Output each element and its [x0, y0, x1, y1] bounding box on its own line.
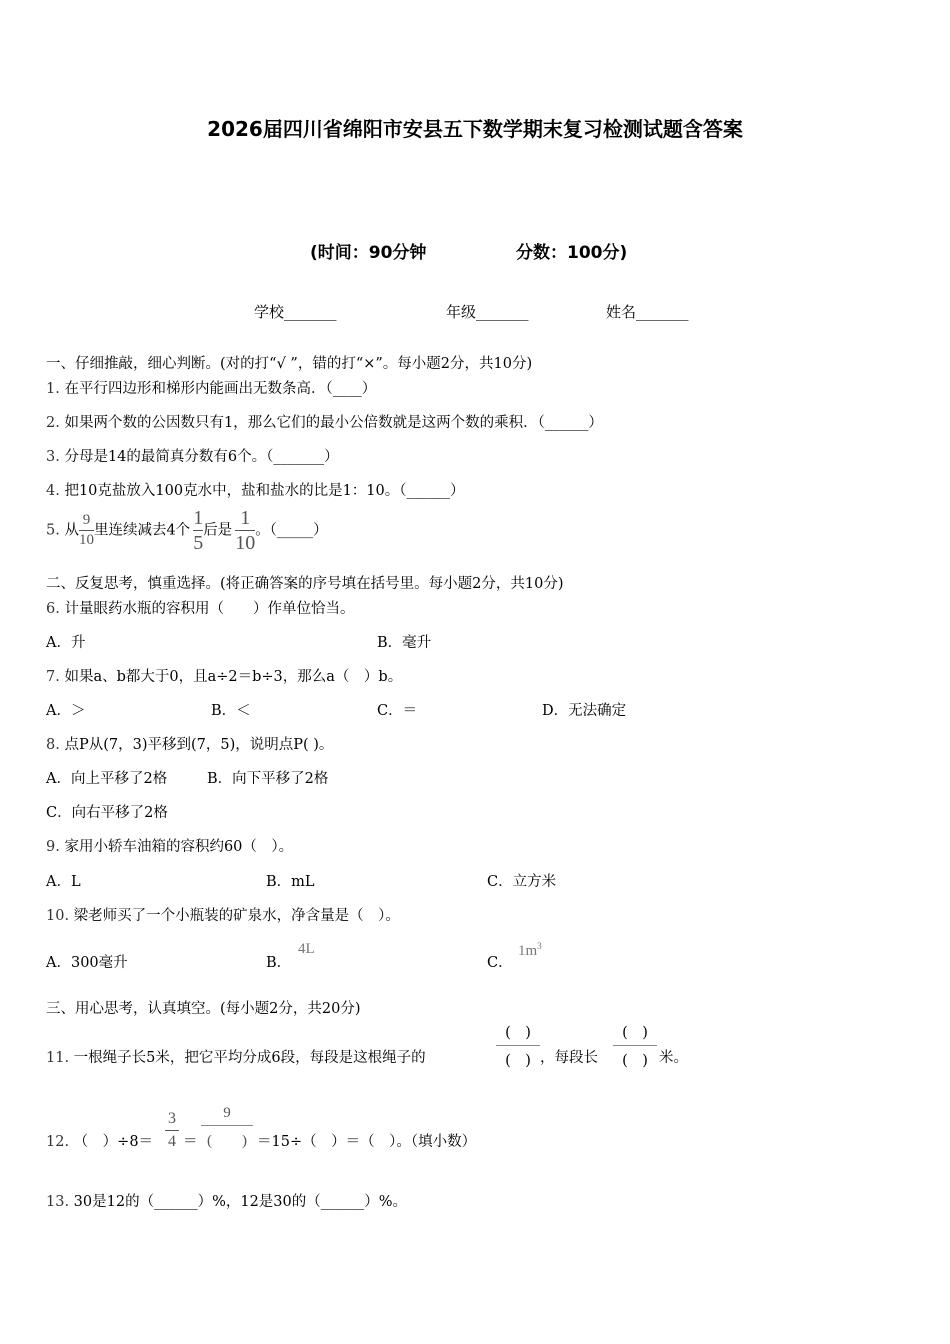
fraction-1-10: [235, 508, 255, 553]
denominator: 10: [78, 532, 94, 548]
q7-option-c[interactable]: C．＝: [377, 703, 418, 719]
question-8: [46, 733, 333, 754]
denominator: 5: [193, 532, 204, 554]
question-number: 13.: [46, 1194, 70, 1210]
fraction-9-10: [79, 513, 94, 548]
q9-option-c[interactable]: C．立方米: [487, 874, 557, 890]
section-3-heading: 三、用心思考，认真填空。(每小题2分，共20分): [46, 1001, 361, 1017]
q8-option-a[interactable]: A．向上平移了2格: [46, 771, 168, 787]
q10-option-b[interactable]: B．: [266, 955, 292, 971]
question-number: 5.: [46, 522, 60, 539]
question-text: 如果a、b都大于0，且a÷2＝b÷3，那么a（ ）b。: [64, 669, 403, 685]
question-number: 12.: [46, 1134, 70, 1150]
question-text: 分母是14的最简真分数有6个。（_______）: [64, 449, 339, 465]
question-2: [46, 411, 603, 432]
q11-blank-fraction-2[interactable]: [613, 1021, 657, 1070]
q10-option-a[interactable]: A．300毫升: [46, 955, 128, 971]
q7-option-b[interactable]: B．＜: [211, 703, 251, 719]
question-number: 7.: [46, 669, 60, 685]
question-number: 9.: [46, 839, 60, 855]
q11-blank-fraction-1[interactable]: [496, 1021, 540, 1070]
question-text: 计量眼药水瓶的容积用（ ）作单位恰当。: [64, 601, 355, 617]
section-2-heading: 二、反复思考，慎重选择。(将正确答案的序号填在括号里。每小题2分，共10分): [46, 576, 564, 592]
question-text-pre: 从: [64, 522, 79, 539]
question-text: 家用小轿车油箱的容积约60（ ）。: [64, 839, 294, 855]
document-title: 2026届四川省绵阳市安县五下数学期末复习检测试题含答案: [207, 117, 743, 141]
q6-option-b[interactable]: B．毫升: [377, 635, 432, 651]
blank-numerator[interactable]: ( ): [505, 1025, 531, 1041]
question-5: [46, 508, 328, 553]
question-4: [46, 479, 465, 500]
q8-option-b[interactable]: B．向下平移了2格: [207, 771, 329, 787]
question-9: [46, 835, 293, 856]
question-3: [46, 445, 339, 466]
denominator: 10: [235, 532, 256, 554]
question-number: 6.: [46, 601, 60, 617]
question-text: 把10克盐放入100克水中，盐和盐水的比是1：10。（______）: [64, 483, 465, 499]
question-number: 4.: [46, 483, 60, 499]
question-text-pre: （ ）÷8＝: [73, 1134, 154, 1150]
question-12: [46, 1130, 153, 1151]
q10-option-c[interactable]: C．: [487, 955, 513, 971]
q12-blank-fraction[interactable]: [201, 1105, 253, 1150]
q6-option-a[interactable]: A．升: [46, 635, 86, 651]
blank-denominator[interactable]: ( ): [207, 1133, 247, 1149]
question-text: 一根绳子长5米，把它平均分成6段，每段是这根绳子的: [73, 1050, 426, 1066]
question-7: [46, 665, 402, 686]
question-number: 1.: [46, 381, 60, 397]
question-13: [46, 1190, 407, 1211]
exam-score: 分数：100分): [516, 243, 628, 263]
q9-option-a[interactable]: A．L: [46, 874, 81, 890]
question-number: 2.: [46, 415, 60, 431]
q11-text-end: 米。: [659, 1050, 688, 1066]
unit-text: 1m: [518, 943, 538, 959]
question-number: 10.: [46, 908, 70, 924]
q7-option-d[interactable]: D．无法确定: [542, 703, 627, 719]
q8-option-c[interactable]: C．向右平移了2格: [46, 805, 168, 821]
section-1-heading: 一、仔细推敲，细心判断。(对的打“√ ”，错的打“×”。每小题2分，共10分): [46, 356, 533, 372]
q10-option-b-value: 4L: [298, 941, 315, 957]
question-text: 如果两个数的公因数只有1，那么它们的最小公倍数就是这两个数的乘积．（______）: [64, 415, 603, 431]
question-text-end: 。（_____）: [255, 522, 328, 539]
q12-equals: ＝: [183, 1134, 198, 1150]
numerator: 9: [82, 512, 91, 528]
name-field[interactable]: 姓名_______: [606, 303, 689, 321]
blank-denominator[interactable]: ( ): [622, 1053, 648, 1069]
school-field[interactable]: 学校_______: [254, 303, 337, 321]
blank-denominator[interactable]: ( ): [505, 1053, 531, 1069]
grade-field[interactable]: 年级_______: [446, 303, 529, 321]
unit-exponent: 3: [537, 941, 542, 951]
numerator: 1: [240, 507, 251, 529]
blank-numerator[interactable]: ( ): [622, 1025, 648, 1041]
question-10: [46, 904, 400, 925]
fraction-3-4: [165, 1110, 179, 1151]
q9-option-b[interactable]: B．mL: [266, 874, 315, 890]
question-text-mid: 里连续减去4个: [93, 522, 191, 539]
numerator: 3: [168, 1110, 176, 1127]
question-text-post: 后是: [203, 522, 233, 539]
q10-option-c-value: [518, 941, 542, 960]
question-11: [46, 1046, 426, 1067]
denominator: 4: [168, 1133, 176, 1150]
question-text: 在平行四边形和梯形内能画出无数条高．（____）: [64, 381, 377, 397]
question-number: 11.: [46, 1050, 70, 1066]
fraction-1-5: [193, 508, 203, 553]
question-number: 8.: [46, 737, 60, 753]
q11-text-mid: ，每段长: [540, 1050, 598, 1066]
numerator: 1: [193, 507, 204, 529]
question-text: 30是12的（______）%，12是30的（______）%。: [73, 1194, 408, 1210]
question-text: 梁老师买了一个小瓶装的矿泉水，净含量是（ ）。: [73, 908, 400, 924]
exam-time: (时间：90分钟: [310, 243, 427, 263]
question-text: 点P从(7，3)平移到(7，5)，说明点P( )。: [64, 737, 334, 753]
q7-option-a[interactable]: A．＞: [46, 703, 86, 719]
numerator: 9: [223, 1105, 231, 1121]
question-number: 3.: [46, 449, 60, 465]
question-6: [46, 597, 354, 618]
q12-text-post: ＝15÷（ ）＝（ ）。（填小数）: [257, 1134, 477, 1150]
question-1: [46, 377, 376, 398]
